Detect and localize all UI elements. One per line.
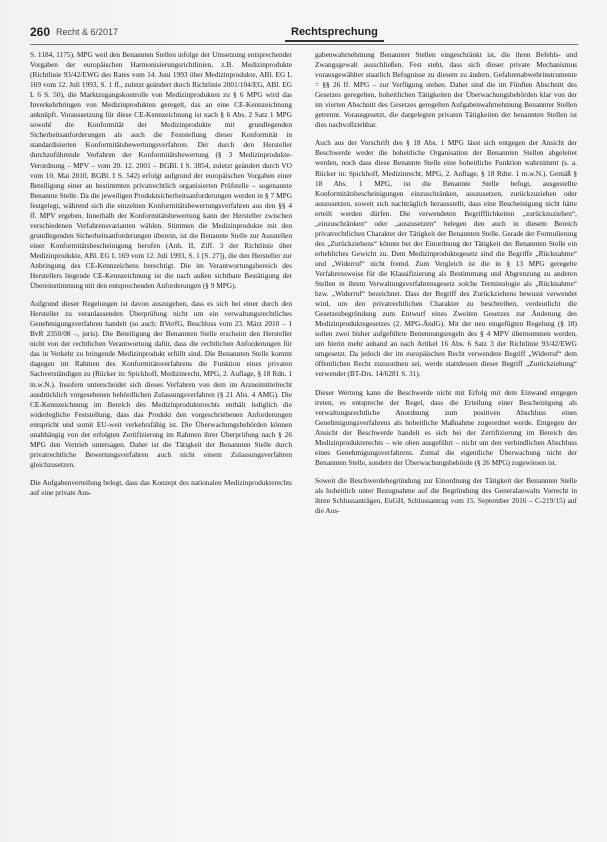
paragraph: Auch aus der Vorschrift des § 18 Abs. 1 MPG lässt sich entgegen der Ansicht der Beschwerde weder die hoheitliche Organisation der Benannten Stellen abgeleitet werden, noch dass diese Benannte Stelle eine hoheitliche Funktion wahrnimmt (s. a. Rücker in: Spickhoff, Medizinrecht, MPG, 2. Auflage, § 18 Rdnr. 1 m.w.N.). Gemäß § 18 Abs. 1 MPG, ist die Benannte Stelle befugt, ausgestellte Konformitätsbescheinigungen einzuschränken, auszusetzen, zurückzuziehen oder auszusetzen, soweit sich nachträglich herausstellt, dass eine Bescheinigung nicht hätte erteilt werden dürfen. Die verwendeten Begrifflichkeiten „zurückzuziehen“, „einzuschränken“ oder „auszusetzen“ belegen den auch in diesem Bereich privatrechtlichen Charakter der Tätigkeit der Benannten Stelle. Gerade der Formulierung des „Zurückziehens“ könnte bei der Einordnung der Tätigkeit der Benannten Stelle ein erhebliches Gewicht zu. Dem Medizinproduktegesetz sind die Begriffe „Rücknahme“ und „Widerruf“ nicht fremd. Zum Vergleich ist die in § 13 MPG geregelte Verfahrensweise für die Klassifizierung als Bestimmung und Abgrenzung zu anderen Stellen in ihrem Verwaltungsverfahrensgesetz solche Terminologie als „Rücknahme“ bzw. „Widerruf“ bezeichnet. Dass der Begriff des Zurückziehens bewusst verwendet wird, um den privatrechtlichen Charakter zu beschreiben, verdeutlicht die Gesetzesbegründung zum Entwurf eines Zweiten Gesetzes zur Änderung des Medizinproduktegesetzes (2. MPG-ÄndG). Mit der neu eingefügten Regelung (§ 18) sollen zwei bisher aufgeführte Benennungsregeln des § 4 MPV übernommen werden, um hierin mehr anhand an nach Artikel 16 Abs. 6 Satz 3 der Richtlinie 93/42/EWG umgesetzt. Da jedoch der im europäischen Recht verwendete Begriff „Widerruf“ dem öffentlichen Recht zuzuordnen sei, werde stattdessen dieser Begriff „Zurückziehung“ verwendet (BT-Drs. 14/6281 S. 31).: [315, 138, 577, 379]
left-column: [30, 50, 292, 498]
right-column: [315, 50, 577, 516]
paragraph: Die Aufgabenverteilung belegt, dass das Konzept des nationalen Medizinprodukterechts auf eine private Aus-: [30, 477, 292, 497]
journal-issue: Recht & 6/2017: [56, 27, 119, 37]
paragraph: Soweit die Beschwerdebegründung zur Einordnung der Tätigkeit der Benannten Stelle als hoheitlich unter Bezugnahme auf die Begründung des Generalanwalts Vorrecht in ihren Schlussanträgen, EuGH, Schlussantrag vom 15. September 2016 – C-219/15) auf die Aus-: [315, 475, 577, 516]
page-header: [30, 22, 578, 44]
page-number: 260: [30, 25, 51, 39]
header-rule: [30, 44, 578, 45]
paragraph: Aufgrund dieser Regelungen ist davon auszugehen, dass es sich bei einer durch den Hersteller zu veranlassenden Überprüfung nicht um ein verwaltungsrechtliches Genehmigungsverfahren handelt (so auch: BVerfG, Beschluss vom 23. März 2010 – 1 BvR 2350/08 –, juris). Die Beteiligung der Benannten Stelle erscheint den Hersteller nicht von der rechtlichen Verantwortung dafür, dass die rechtlichen Anforderungen für das in Verkehr zu bringende Medizinprodukt erfüllt sind. Die Benannten Stelle kommt dagegen im Rahmen des Konformitätsverfahrens die Funktion eines privaten Sachverständigen zu (Rücker in: Spickhoff, Medizinrecht, MPG, 2. Auflage, § 18 Rdn. 1 m.w.N.). Insofern unterscheidet sich dieses Verfahren von dem im Arzneimittelrecht ausdrücklich vorgesehenen behördlichen Zulassungsverfahren (§ 21 Abs. 4 AMG). Die CE-Kennzeichnung im Bereich des Medizinprodukterechts enthält lediglich die widerlegliche Feststellung, dass das Produkt den vorgeschriebenen Anforderungen entspricht und somit EU-weit verkehrsfähig ist. Die Überwachungsbehörden können unabhängig von der erfolgten Zertifizierung im Rahmen ihrer Überprüfung nach § 26 MPG den Vertrieb untersagen. Daher ist die Tätigkeit der Benannten Stelle durch privatrechtliche Bewertungsverfahren auch nicht einem Zulassungsverfahren gleichzusetzen.: [30, 299, 292, 469]
paragraph: gabenwahrnehmung Benannter Stellen eingeschränkt ist, die ihren Befehls- und Zwangsgewalt ausschließen. Fest steht, dass sich dieser private Mechanismus vorausgewählter staatlich Befugnisse zu diesem zu ändern. Gefahrenabwehrinstrumente = §§ 26 ff. MPG – zur Verfügung stehen. Daher sind die im Fünften Abschnitt des Gesetzes geregelten, hoheitlichen Tätigkeiten der Überwachungsbehörden klar von der im vierten Abschnitt des Gesetzes geregelten Aufgabenwahrnehmung Benannter Stellen getrennt. Vorausgesetzt, die dargelegten privaten Tätigkeiten der benannten Stellen ist dies nachvollziehbar.: [315, 50, 577, 130]
paragraph: Dieser Wertung kann die Beschwerde nicht mit Erfolg mit dem Einwand entgegen treten, es entspreche der Regel, dass die Erteilung einer Bescheinigung als verwaltungsrechtliche Anordnung zum positiven Abschluss eines Genehmigungsverfahrens als hoheitliche Maßnahme zugeordnet werde. Entgegen der Ansicht der Beschwerde handelt es sich bei der Zertifizierung im Bereich des Medizinprodukterechts – wie oben ausgeführt – nicht um den verbindlichen Abschluss eines Genehmigungsverfahrens. Zumal die eigentliche Überwachung nicht der Benannten Stelle, sondern der Überwachungsbehörde (§ 26 MPG) zugewiesen ist.: [315, 387, 577, 467]
paragraph: S. 1184, 1175). MPG weil den Benannten Stellen infolge der Umsetzung entsprechender Vorgaben der europäischen Harmonisierungsrichtlinien, z.B. Medizinprodukte (Richtlinie 93/42/EWG des Rates vom 14. Juni 1993 über Medizinprodukte, ABl. EG L 169 vom 12. Juli 1993, S. 1 ff., zuletzt geändert durch Richtlinie 2001/104/EG, ABl. EG L 6 S. 50), die Marktzugangskontrolle von Medizinprodukten zu § 6 MPG wird das Inverkehrbringen von Medizinprodukten geregelt, das an eine CE-Kennzeichnung anknüpft. Voraussetzung für diese CE-Kennzeichnung ist nach § 6 Abs. 2 Satz 1 MPG sowohl die Konformität der Medizinprodukte mit grundlegenden Sicherheitsanforderungen als auch die Feststellung dieser Konformität in standardisierten Konformitätsbewertungsverfahren. Der durch den Hersteller durchzuführende Verfahren der Konformitätsbewertung (§ 3 Medizinprodukte-Verordnung – MPV – vom 20. 12. 2001 – BGBl. I S. 3854, zuletzt geändert durch VO vom 10. Mai 2010, BGBl. I S. 542) erfolgt aufgrund der europäischen Vorgaben einer Beteiligung einer an bestimmten privatrechtlich organisierten Prüfstelle – sogenannte Benannte Stelle. Da die jeweiligen Produktsicherheitsanforderungen werden in § 7 MPG festgelegt, während sich die einzelnen Konformitätsbewertungsverfahren aus den §§ 4 ff. MPV ergeben. Innerhalb der Konformitätsbewertung kann der Hersteller zwischen verschiedenen Verfahrensvarianten wählen. Stimmen die Medizinprodukte mit den grundlegenden Sicherheitsanforderungen überein, ist die Benannte Stelle zur Ausstellen einer Konformitätsbescheinigung berufen (Anh. II, Ziff. 3 der Richtlinie über Medizinprodukte, ABl. EG L 169 vom 12. Juli 1993, S. 1 [S. 27]), die den Hersteller zur Anbringung des CE-Kennzeichens berechtigt. Die im Verantwortungsbereich des Herstellers liegende CE-Kennzeichnung ist die nach außen sichtbare Bestätigung der Übereinstimmung mit den entsprechenden Anforderungen (§ 9 MPG).: [30, 50, 292, 291]
section-title: Rechtsprechung: [285, 26, 384, 42]
